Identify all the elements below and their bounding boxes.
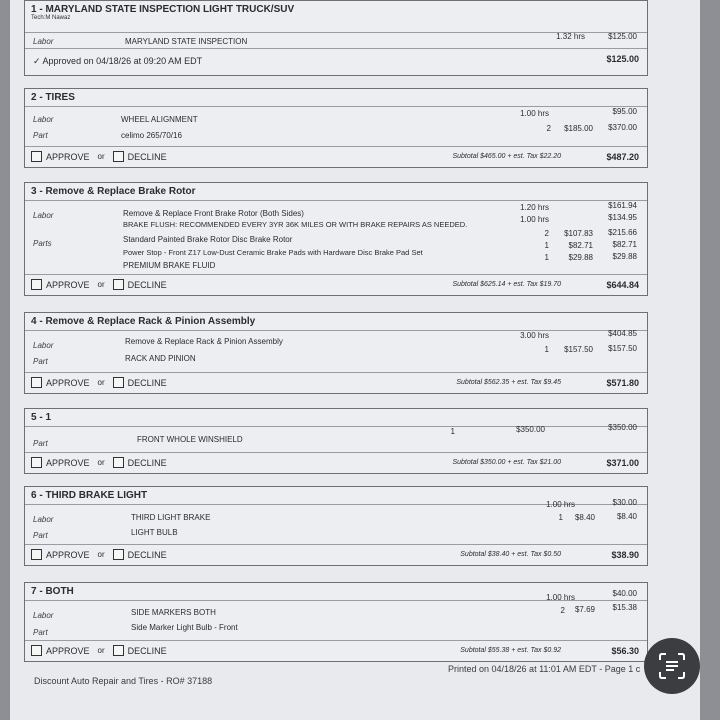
part-amount: $8.40 (616, 512, 637, 521)
approve-label: APPROVE (46, 645, 90, 656)
decline-label: DECLINE (127, 279, 167, 290)
approve-checkbox[interactable] (31, 377, 42, 388)
part-label: Part (33, 357, 48, 366)
subtotal-text: Subtotal $350.00 + est. Tax $21.00 (452, 459, 561, 466)
section-7 (24, 582, 648, 662)
section-footer (25, 544, 647, 565)
labor-hours: 1.00 hrs (546, 593, 575, 602)
part-line-2-quantity: 1 (544, 241, 549, 250)
section-total: $371.00 (606, 458, 639, 468)
subtotal-text: Subtotal $625.14 + est. Tax $19.70 (452, 281, 561, 288)
part-amount: $15.38 (612, 603, 637, 612)
decline-checkbox[interactable] (113, 549, 124, 560)
labor-line-2: BRAKE FLUSH: RECOMMENDED EVERY 3YR 36K MILES OR WITH BRAKE REPAIRS AS NEEDED. (123, 220, 468, 229)
approve-label: APPROVE (46, 377, 90, 388)
or-label: or (97, 646, 105, 655)
labor-hours: 1.00 hrs (546, 500, 575, 509)
section-title: 3 - Remove & Replace Brake Rotor (31, 186, 196, 197)
labor-hours: 1.00 hrs (520, 109, 549, 118)
subtotal-text: Subtotal $38.40 + est. Tax $0.50 (460, 551, 561, 558)
part-label: Part (33, 531, 48, 540)
part-unit-price: $7.69 (574, 605, 595, 614)
subtotal-text: Subtotal $55.38 + est. Tax $0.92 (460, 647, 561, 654)
part-quantity: 1 (544, 345, 549, 354)
decline-label: DECLINE (127, 457, 167, 468)
approved-status: ✓ Approved on 04/18/26 at 09:20 AM EDT (33, 56, 203, 66)
part-quantity: 2 (560, 606, 565, 615)
parts-label: Parts (33, 239, 52, 248)
or-label: or (97, 152, 105, 161)
section-total: $125.00 (606, 54, 639, 64)
decline-checkbox[interactable] (113, 377, 124, 388)
part-unit-price: $157.50 (564, 345, 593, 354)
labor-label: Labor (33, 611, 54, 620)
decline-checkbox[interactable] (113, 151, 124, 162)
labor-description: SIDE MARKERS BOTH (131, 608, 216, 617)
section-header (25, 409, 647, 427)
labor-description: WHEEL ALIGNMENT (121, 115, 198, 124)
part-unit-price: $185.00 (564, 124, 593, 133)
section-header (25, 183, 647, 201)
part-description: celimo 265/70/16 (121, 131, 182, 140)
part-amount: $370.00 (608, 123, 637, 132)
labor-amount: $95.00 (612, 107, 637, 116)
labor-description: MARYLAND STATE INSPECTION (125, 37, 248, 46)
section-footer (25, 372, 647, 393)
part-amount: $157.50 (608, 344, 637, 353)
subtotal-text: Subtotal $465.00 + est. Tax $22.20 (452, 153, 561, 160)
section-total: $56.30 (611, 646, 639, 656)
approve-label: APPROVE (46, 279, 90, 290)
section-1 (24, 0, 648, 76)
part-line-2: Power Stop - Front Z17 Low-Dust Ceramic Brake Pads with Hardware Disc Brake Pad Set (123, 248, 423, 257)
part-line-1: Standard Painted Brake Rotor Disc Brake Rotor (123, 235, 293, 244)
labor-description: Remove & Replace Rack & Pinion Assembly (125, 337, 283, 346)
print-footer: Printed on 04/18/26 at 11:01 AM EDT - Page 1 c (448, 664, 641, 674)
section-header (25, 89, 647, 107)
labor-hours: 3.00 hrs (520, 331, 549, 340)
labor-line-2-hours: 1.00 hrs (520, 215, 549, 224)
approve-label: APPROVE (46, 457, 90, 468)
labor-amount: $404.85 (608, 329, 637, 338)
section-footer (25, 48, 647, 75)
approve-label: APPROVE (46, 151, 90, 162)
part-line-1-quantity: 2 (544, 229, 549, 238)
part-quantity: 2 (546, 124, 551, 133)
section-2 (24, 88, 648, 168)
part-line-3-unit-price: $29.88 (568, 253, 593, 262)
section-title: 2 - TIRES (31, 92, 75, 103)
part-quantity: 1 (558, 513, 563, 522)
labor-description: THIRD LIGHT BRAKE (131, 513, 211, 522)
section-total: $571.80 (606, 378, 639, 388)
labor-label: Labor (33, 115, 54, 124)
labor-line-1-amount: $161.94 (608, 201, 637, 210)
approve-label: APPROVE (46, 549, 90, 560)
part-quantity: 1 (450, 427, 455, 436)
approve-checkbox[interactable] (31, 151, 42, 162)
part-line-3: PREMIUM BRAKE FLUID (123, 261, 216, 270)
part-description: RACK AND PINION (125, 354, 196, 363)
decline-label: DECLINE (127, 549, 167, 560)
or-label: or (97, 280, 105, 289)
or-label: or (97, 458, 105, 467)
or-label: or (97, 378, 105, 387)
labor-line-1-hours: 1.20 hrs (520, 203, 549, 212)
section-title: 7 - BOTH (31, 586, 74, 597)
labor-label: Labor (33, 515, 54, 524)
section-total: $644.84 (606, 280, 639, 290)
decline-checkbox[interactable] (113, 645, 124, 656)
labor-amount: $40.00 (612, 589, 637, 598)
part-line-2-amount: $82.71 (612, 240, 637, 249)
scan-text-button[interactable] (644, 638, 700, 694)
labor-label: Labor (33, 211, 54, 220)
shop-footer: Discount Auto Repair and Tires - RO# 37188 (34, 676, 213, 686)
section-title: 4 - Remove & Replace Rack & Pinion Assembly (31, 316, 256, 327)
section-footer (25, 452, 647, 473)
labor-line-2-amount: $134.95 (608, 213, 637, 222)
decline-checkbox[interactable] (113, 279, 124, 290)
part-line-2-unit-price: $82.71 (568, 241, 593, 250)
labor-label: Labor (33, 37, 54, 46)
section-footer (25, 640, 647, 661)
section-footer (25, 146, 647, 167)
labor-line-1: Remove & Replace Front Brake Rotor (Both Sides) (123, 209, 304, 218)
part-unit-price: $8.40 (574, 513, 595, 522)
approve-checkbox[interactable] (31, 549, 42, 560)
part-amount: $350.00 (608, 423, 637, 432)
part-line-3-quantity: 1 (544, 253, 549, 262)
part-label: Part (33, 131, 48, 140)
section-title: 6 - THIRD BRAKE LIGHT (31, 490, 148, 501)
section-header (25, 313, 647, 331)
invoice-page (10, 0, 700, 720)
labor-amount: $30.00 (612, 498, 637, 507)
decline-label: DECLINE (127, 377, 167, 388)
approve-checkbox[interactable] (31, 457, 42, 468)
part-label: Part (33, 628, 48, 637)
decline-label: DECLINE (127, 645, 167, 656)
decline-checkbox[interactable] (113, 457, 124, 468)
section-6 (24, 486, 648, 566)
labor-amount: $125.00 (608, 32, 637, 41)
section-title: 1 - MARYLAND STATE INSPECTION LIGHT TRUCK/SUV (31, 4, 295, 15)
section-header (25, 1, 647, 33)
part-description: LIGHT BULB (131, 528, 178, 537)
section-total: $487.20 (606, 152, 639, 162)
section-3 (24, 182, 648, 296)
subtotal-text: Subtotal $562.35 + est. Tax $9.45 (456, 379, 561, 386)
labor-hours: 1.32 hrs (556, 32, 585, 41)
part-unit-price: $350.00 (516, 425, 545, 434)
part-description: Side Marker Light Bulb - Front (131, 623, 238, 632)
section-footer (25, 274, 647, 295)
part-line-1-amount: $215.66 (608, 228, 637, 237)
or-label: or (97, 550, 105, 559)
part-line-3-amount: $29.88 (612, 252, 637, 261)
section-4 (24, 312, 648, 394)
labor-label: Labor (33, 341, 54, 350)
decline-label: DECLINE (127, 151, 167, 162)
part-description: FRONT WHOLE WINSHIELD (137, 435, 243, 444)
scan-text-icon (657, 651, 687, 681)
section-total: $38.90 (611, 550, 639, 560)
tech-name: Tech:M Nawaz (31, 15, 71, 21)
part-line-1-unit-price: $107.83 (564, 229, 593, 238)
approve-checkbox[interactable] (31, 645, 42, 656)
section-5 (24, 408, 648, 474)
section-title: 5 - 1 (31, 412, 52, 423)
approve-checkbox[interactable] (31, 279, 42, 290)
part-label: Part (33, 439, 48, 448)
